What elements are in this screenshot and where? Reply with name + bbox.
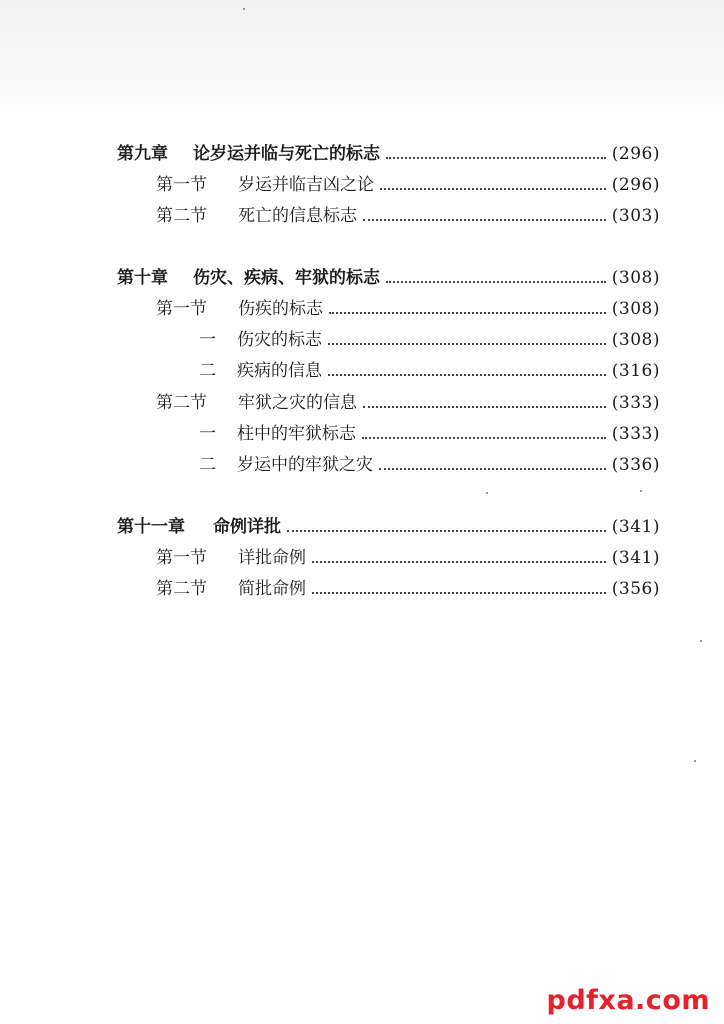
item-title: 伤灾的标志 (237, 330, 322, 350)
toc-item-10-2-2[interactable] (199, 452, 660, 478)
page-number: (308) (611, 330, 660, 350)
toc-section-10-1[interactable] (156, 296, 660, 322)
watermark-logo: pdfxa.com (546, 985, 710, 1016)
page-number: (296) (611, 144, 660, 164)
section-title: 伤疾的标志 (238, 299, 323, 319)
scan-speck (243, 8, 245, 10)
chapter-number: 第九章 (117, 144, 168, 164)
section-number: 第二节 (156, 579, 207, 599)
dot-leader (287, 530, 606, 532)
item-number: 一 (199, 424, 216, 444)
section-title: 详批命例 (238, 548, 306, 568)
scan-speck (694, 760, 696, 762)
chapter-title: 论岁运并临与死亡的标志 (193, 144, 380, 164)
chapter-title: 伤灾、疾病、牢狱的标志 (193, 268, 380, 288)
scan-speck (700, 640, 702, 642)
scan-speck (640, 490, 642, 492)
chapter-number: 第十一章 (117, 517, 185, 537)
toc-section-10-2[interactable] (156, 390, 660, 416)
page-number: (296) (611, 175, 660, 195)
toc-section-9-2[interactable] (156, 203, 660, 229)
page-number: (356) (611, 579, 660, 599)
scan-speck (486, 492, 488, 494)
dot-leader (380, 188, 606, 190)
toc-chapter-9[interactable] (117, 141, 660, 167)
dot-leader (386, 281, 606, 283)
item-title: 柱中的牢狱标志 (237, 424, 356, 444)
dot-leader (362, 437, 606, 439)
toc-chapter-10[interactable] (117, 265, 660, 291)
dot-leader (312, 592, 606, 594)
page-number: (308) (611, 299, 660, 319)
page-number: (341) (611, 548, 660, 568)
dot-leader (312, 561, 606, 563)
toc-item-10-1-2[interactable] (199, 358, 660, 384)
dot-leader (328, 374, 606, 376)
toc-section-11-1[interactable] (156, 545, 660, 571)
toc-chapter-11[interactable] (117, 514, 660, 540)
section-number: 第二节 (156, 393, 207, 413)
section-title: 牢狱之灾的信息 (238, 393, 357, 413)
dot-leader (328, 343, 606, 345)
page-number: (308) (611, 268, 660, 288)
toc-section-11-2[interactable] (156, 576, 660, 602)
dot-leader (379, 468, 606, 470)
scan-shadow (0, 0, 724, 118)
item-number: 二 (199, 361, 216, 381)
item-title: 岁运中的牢狱之灾 (237, 455, 373, 475)
chapter-title: 命例详批 (213, 517, 281, 537)
dot-leader (329, 312, 606, 314)
item-title: 疾病的信息 (237, 361, 322, 381)
chapter-number: 第十章 (117, 268, 168, 288)
page-number: (336) (611, 455, 660, 475)
page-number: (333) (611, 393, 660, 413)
item-number: 一 (199, 330, 216, 350)
section-number: 第一节 (156, 548, 207, 568)
section-title: 简批命例 (238, 579, 306, 599)
section-number: 第二节 (156, 206, 207, 226)
section-number: 第一节 (156, 175, 207, 195)
page-number: (316) (611, 361, 660, 381)
page-number: (303) (611, 206, 660, 226)
dot-leader (363, 219, 606, 221)
item-number: 二 (199, 455, 216, 475)
toc-item-10-2-1[interactable] (199, 421, 660, 447)
section-title: 岁运并临吉凶之论 (238, 175, 374, 195)
dot-leader (386, 157, 606, 159)
page-number: (333) (611, 424, 660, 444)
page-number: (341) (611, 517, 660, 537)
dot-leader (363, 406, 606, 408)
section-number: 第一节 (156, 299, 207, 319)
toc-section-9-1[interactable] (156, 172, 660, 198)
toc-item-10-1-1[interactable] (199, 327, 660, 353)
section-title: 死亡的信息标志 (238, 206, 357, 226)
